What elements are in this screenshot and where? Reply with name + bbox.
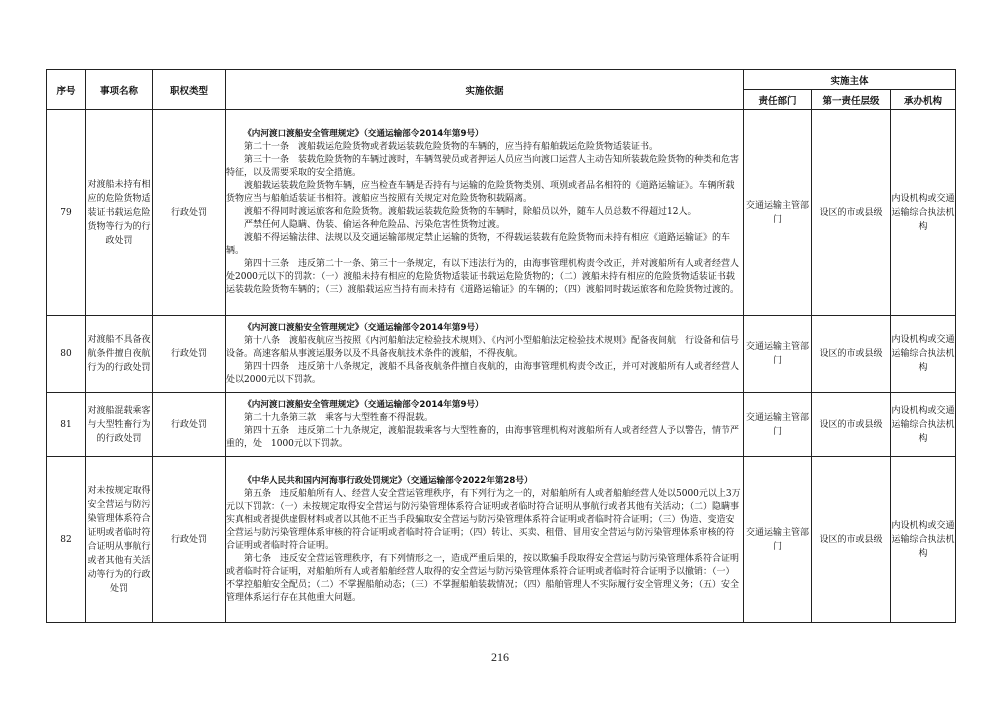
header-subject: 实施主体 [744, 70, 956, 90]
header-level: 第一责任层级 [812, 90, 891, 110]
header-seq: 序号 [47, 70, 86, 110]
cell-dept: 交通运输主管部门 [744, 393, 812, 457]
basis-paragraph: 第四十三条 违反第二十一条、第三十一条规定，有以下违法行为的，由海事管理机构责令改正，并对渡船所有人或者经营人处2000元以下的罚款：（一）渡船未持有相应的危险货物适装证书载运危险货物的；（二）渡船未持有相应的危险货物适装证书载运装载危险货物车辆的；（三）渡船载运应当持有而未持有《道路运输证》的车辆的；（四）渡船同时载运旅客和危险货物过渡的。 [226, 259, 740, 295]
basis-paragraph: 第二十九条第三款 乘客与大型牲畜不得混载。 [244, 412, 434, 423]
cell-item-name: 对渡船未持有相应的危险货物适装证书载运危险货物等行为的行政处罚 [86, 110, 153, 316]
cell-power-type: 行政处罚 [153, 110, 226, 316]
cell-seq: 82 [47, 457, 86, 623]
cell-dept: 交通运输主管部门 [744, 316, 812, 393]
cell-level: 设区的市或县级 [812, 316, 891, 393]
basis-paragraph: 渡船载运装载危险货物车辆，应当检查车辆是否持有与运输的危险货物类别、项别或者品名相符的《道路运输证》。车辆所载货物应当与船舶适装证书相符。渡船应当按照有关规定对危险货物积载隔离。 [226, 181, 735, 204]
basis-paragraph: 第十八条 渡船夜航应当按照《内河船舶法定检验技术规则》、《内河小型船舶法定检验技术规则》配备夜间航 行设备和信号设备。高速客船从事渡运服务以及不具备夜航技术条件的渡船，不得夜航。 [226, 335, 740, 359]
basis-paragraph: 渡船不得同时渡运旅客和危险货物。渡船载运装载危险货物的车辆时，除船员以外，随车人员总数不得超过12人。 [244, 207, 697, 217]
cell-seq: 80 [47, 316, 86, 393]
header-power-type: 职权类型 [153, 70, 226, 110]
cell-agency: 内设机构或交通运输综合执法机构 [891, 457, 956, 623]
basis-paragraph: 第二十一条 渡船载运危险货物或者载运装载危险货物的车辆的，应当持有船舶载运危险货物适装证书。 [244, 142, 659, 152]
cell-level: 设区的市或县级 [812, 393, 891, 457]
cell-item-name: 对渡船混载乘客与大型牲畜行为的行政处罚 [86, 393, 153, 457]
enforcement-table [46, 69, 956, 623]
table-row [47, 393, 956, 457]
basis-paragraph: 第七条 违反安全营运管理秩序，有下列情形之一，造成严重后果的，按以欺骗手段取得安全营运与防污染管理体系符合证明或者临时符合证明，对船舶所有人或者船舶经营人取得的安全营运与防污染管理体系符合证明或者临时符合证明予以撤销：（一）不掌控船舶安全配员；（二）不掌握船舶动态；（三）不掌握船舶装载情况；（四）船舶管理人不实际履行安全管理义务；（五）安全管理体系运行存在其他重大问题。 [226, 553, 740, 603]
basis-paragraph: 第四十四条 违反第十八条规定，渡船不具备夜航条件擅自夜航的，由海事管理机构责令改正，并可对渡船所有人或者经营人处以2000元以下罚款。 [226, 361, 740, 385]
header-row-top [47, 70, 956, 90]
cell-power-type: 行政处罚 [153, 457, 226, 623]
basis-law-title: 《中华人民共和国内河海事行政处罚规定》（交通运输部令2022年第28号） [243, 475, 533, 486]
table-row [47, 316, 956, 393]
cell-dept: 交通运输主管部门 [744, 457, 812, 623]
basis-law-title: 《内河渡口渡船安全管理规定》（交通运输部令2014年第9号） [243, 322, 484, 333]
header-agency: 承办机构 [891, 90, 956, 110]
header-dept: 责任部门 [744, 90, 812, 110]
basis-paragraph: 第五条 违反船舶所有人、经营人安全营运管理秩序，有下列行为之一的，对船舶所有人或者船舶经营人处以5000元以上3万元以下罚款：（一）未按规定取得安全营运与防污染管理体系符合证明或者临时符合证明从事航行或者其他有关活动；（二）隐瞒事实真相或者提供虚假材料或者以其他不正当手段骗取安全营运与防污染管理体系符合证明或者临时符合证明；（三）伪造、变造安全营运与防污染管理体系审核的符合证明或者临时符合证明；（四）转让、买卖、租借、冒用安全营运与防污染管理体系审核的符合证明或者临时符合证明。 [226, 488, 741, 551]
cell-item-name: 对渡船不具备夜航条件擅自夜航行为的行政处罚 [86, 316, 153, 393]
cell-agency: 内设机构或交通运输综合执法机构 [891, 110, 956, 316]
basis-paragraph: 渡船不得运输法律、法规以及交通运输部规定禁止运输的货物，不得载运装载有危险货物而未持有相应《道路运输证》的车辆。 [226, 233, 731, 256]
cell-level: 设区的市或县级 [812, 457, 891, 623]
cell-basis [226, 110, 744, 316]
basis-paragraph: 严禁任何人隐瞒、伪装、偷运各种危险品、污染危害性货物过渡。 [244, 220, 506, 230]
basis-paragraph: 第四十五条 违反第二十九条规定，渡船混载乘客与大型牲畜的，由海事管理机构对渡船所有人或者经营人予以警告，情节严重的，处 1000元以下罚款。 [226, 425, 740, 449]
cell-seq: 81 [47, 393, 86, 457]
table-row [47, 110, 956, 316]
cell-dept: 交通运输主管部门 [744, 110, 812, 316]
cell-level: 设区的市或县级 [812, 110, 891, 316]
cell-agency: 内设机构或交通运输综合执法机构 [891, 393, 956, 457]
basis-law-title: 《内河渡口渡船安全管理规定》（交通运输部令2014年第9号） [243, 129, 484, 139]
cell-agency: 内设机构或交通运输综合执法机构 [891, 316, 956, 393]
cell-seq: 79 [47, 110, 86, 316]
cell-item-name: 对未按规定取得安全营运与防污染管理体系符合证明或者临时符合证明从事航行或者其他有关活动等行为的行政处罚 [86, 457, 153, 623]
header-item-name: 事项名称 [86, 70, 153, 110]
cell-basis [226, 457, 744, 623]
cell-power-type: 行政处罚 [153, 316, 226, 393]
cell-basis [226, 393, 744, 457]
basis-law-title: 《内河渡口渡船安全管理规定》（交通运输部令2014年第9号） [243, 399, 484, 410]
basis-paragraph: 第三十一条 装载危险货物的车辆过渡时，车辆驾驶员或者押运人员应当向渡口运营人主动告知所装载危险货物的种类和危害特征，以及需要采取的安全措施。 [226, 155, 740, 178]
table-row [47, 457, 956, 623]
cell-basis [226, 316, 744, 393]
page-number: 216 [491, 650, 509, 664]
cell-power-type: 行政处罚 [153, 393, 226, 457]
header-basis: 实施依据 [226, 70, 744, 110]
